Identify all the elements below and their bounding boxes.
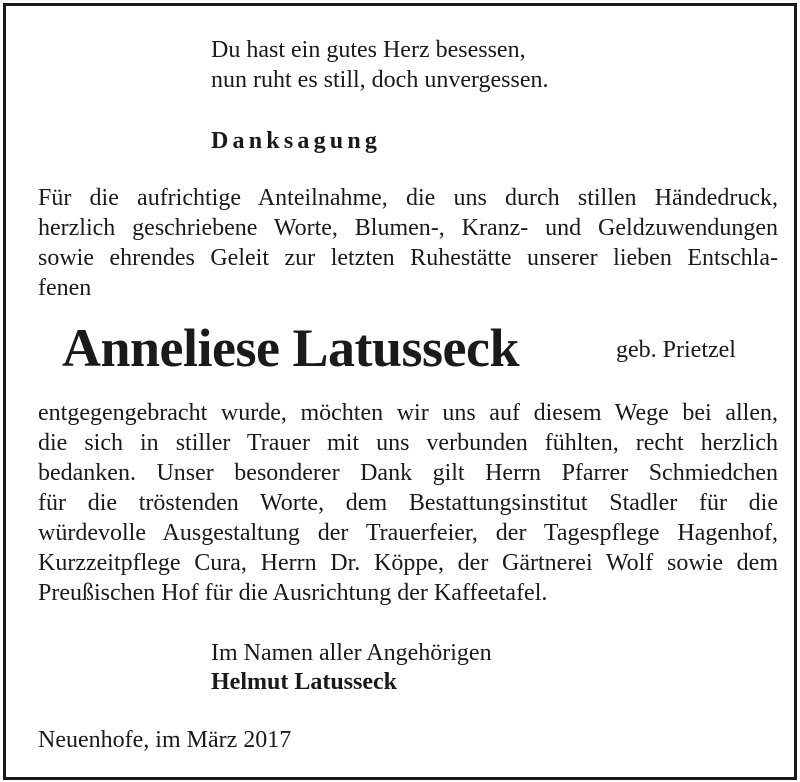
obituary-notice (3, 3, 797, 780)
body-line-7: Preußischen Hof für die Ausrichtung der Kaffeetafel. (38, 580, 548, 606)
verse-line-1: Du hast ein gutes Herz besessen, (211, 37, 526, 63)
deceased-name: Anneliese Latusseck (62, 318, 520, 378)
heading: Danksagung (211, 128, 382, 154)
place-date: Neuenhofe, im März 2017 (38, 727, 292, 753)
intro-line-4: fenen (38, 275, 92, 301)
body-line-1: entgegengebracht wurde, möchten wir uns auf diesem Wege bei allen, (38, 400, 778, 426)
body-line-3: bedanken. Unser besonderer Dank gilt Herrn Pfarrer Schmiedchen (38, 460, 778, 486)
intro-line-2: herzlich geschriebene Worte, Blumen-, Kranz- und Geldzuwendungen (38, 215, 778, 241)
intro-line-1: Für die aufrichtige Anteilnahme, die uns durch stillen Händedruck, (38, 185, 778, 211)
verse-line-2: nun ruht es still, doch unvergessen. (211, 67, 549, 93)
body-line-5: würdevolle Ausgestaltung der Trauerfeier, der Tagespflege Hagenhof, (38, 520, 778, 546)
body-line-2: die sich in stiller Trauer mit uns verbunden fühlten, recht herzlich (38, 430, 778, 456)
intro-line-3: sowie ehrendes Geleit zur letzten Ruhestätte unserer lieben Entschla- (38, 245, 778, 271)
signature-name: Helmut Latusseck (211, 669, 397, 695)
deceased-maiden-name: geb. Prietzel (616, 337, 736, 363)
body-line-6: Kurzzeitpflege Cura, Herrn Dr. Köppe, der Gärtnerei Wolf sowie dem (38, 550, 778, 576)
signature-line: Im Namen aller Angehörigen (211, 640, 492, 666)
body-line-4: für die tröstenden Worte, dem Bestattungsinstitut Stadler für die (38, 490, 778, 516)
